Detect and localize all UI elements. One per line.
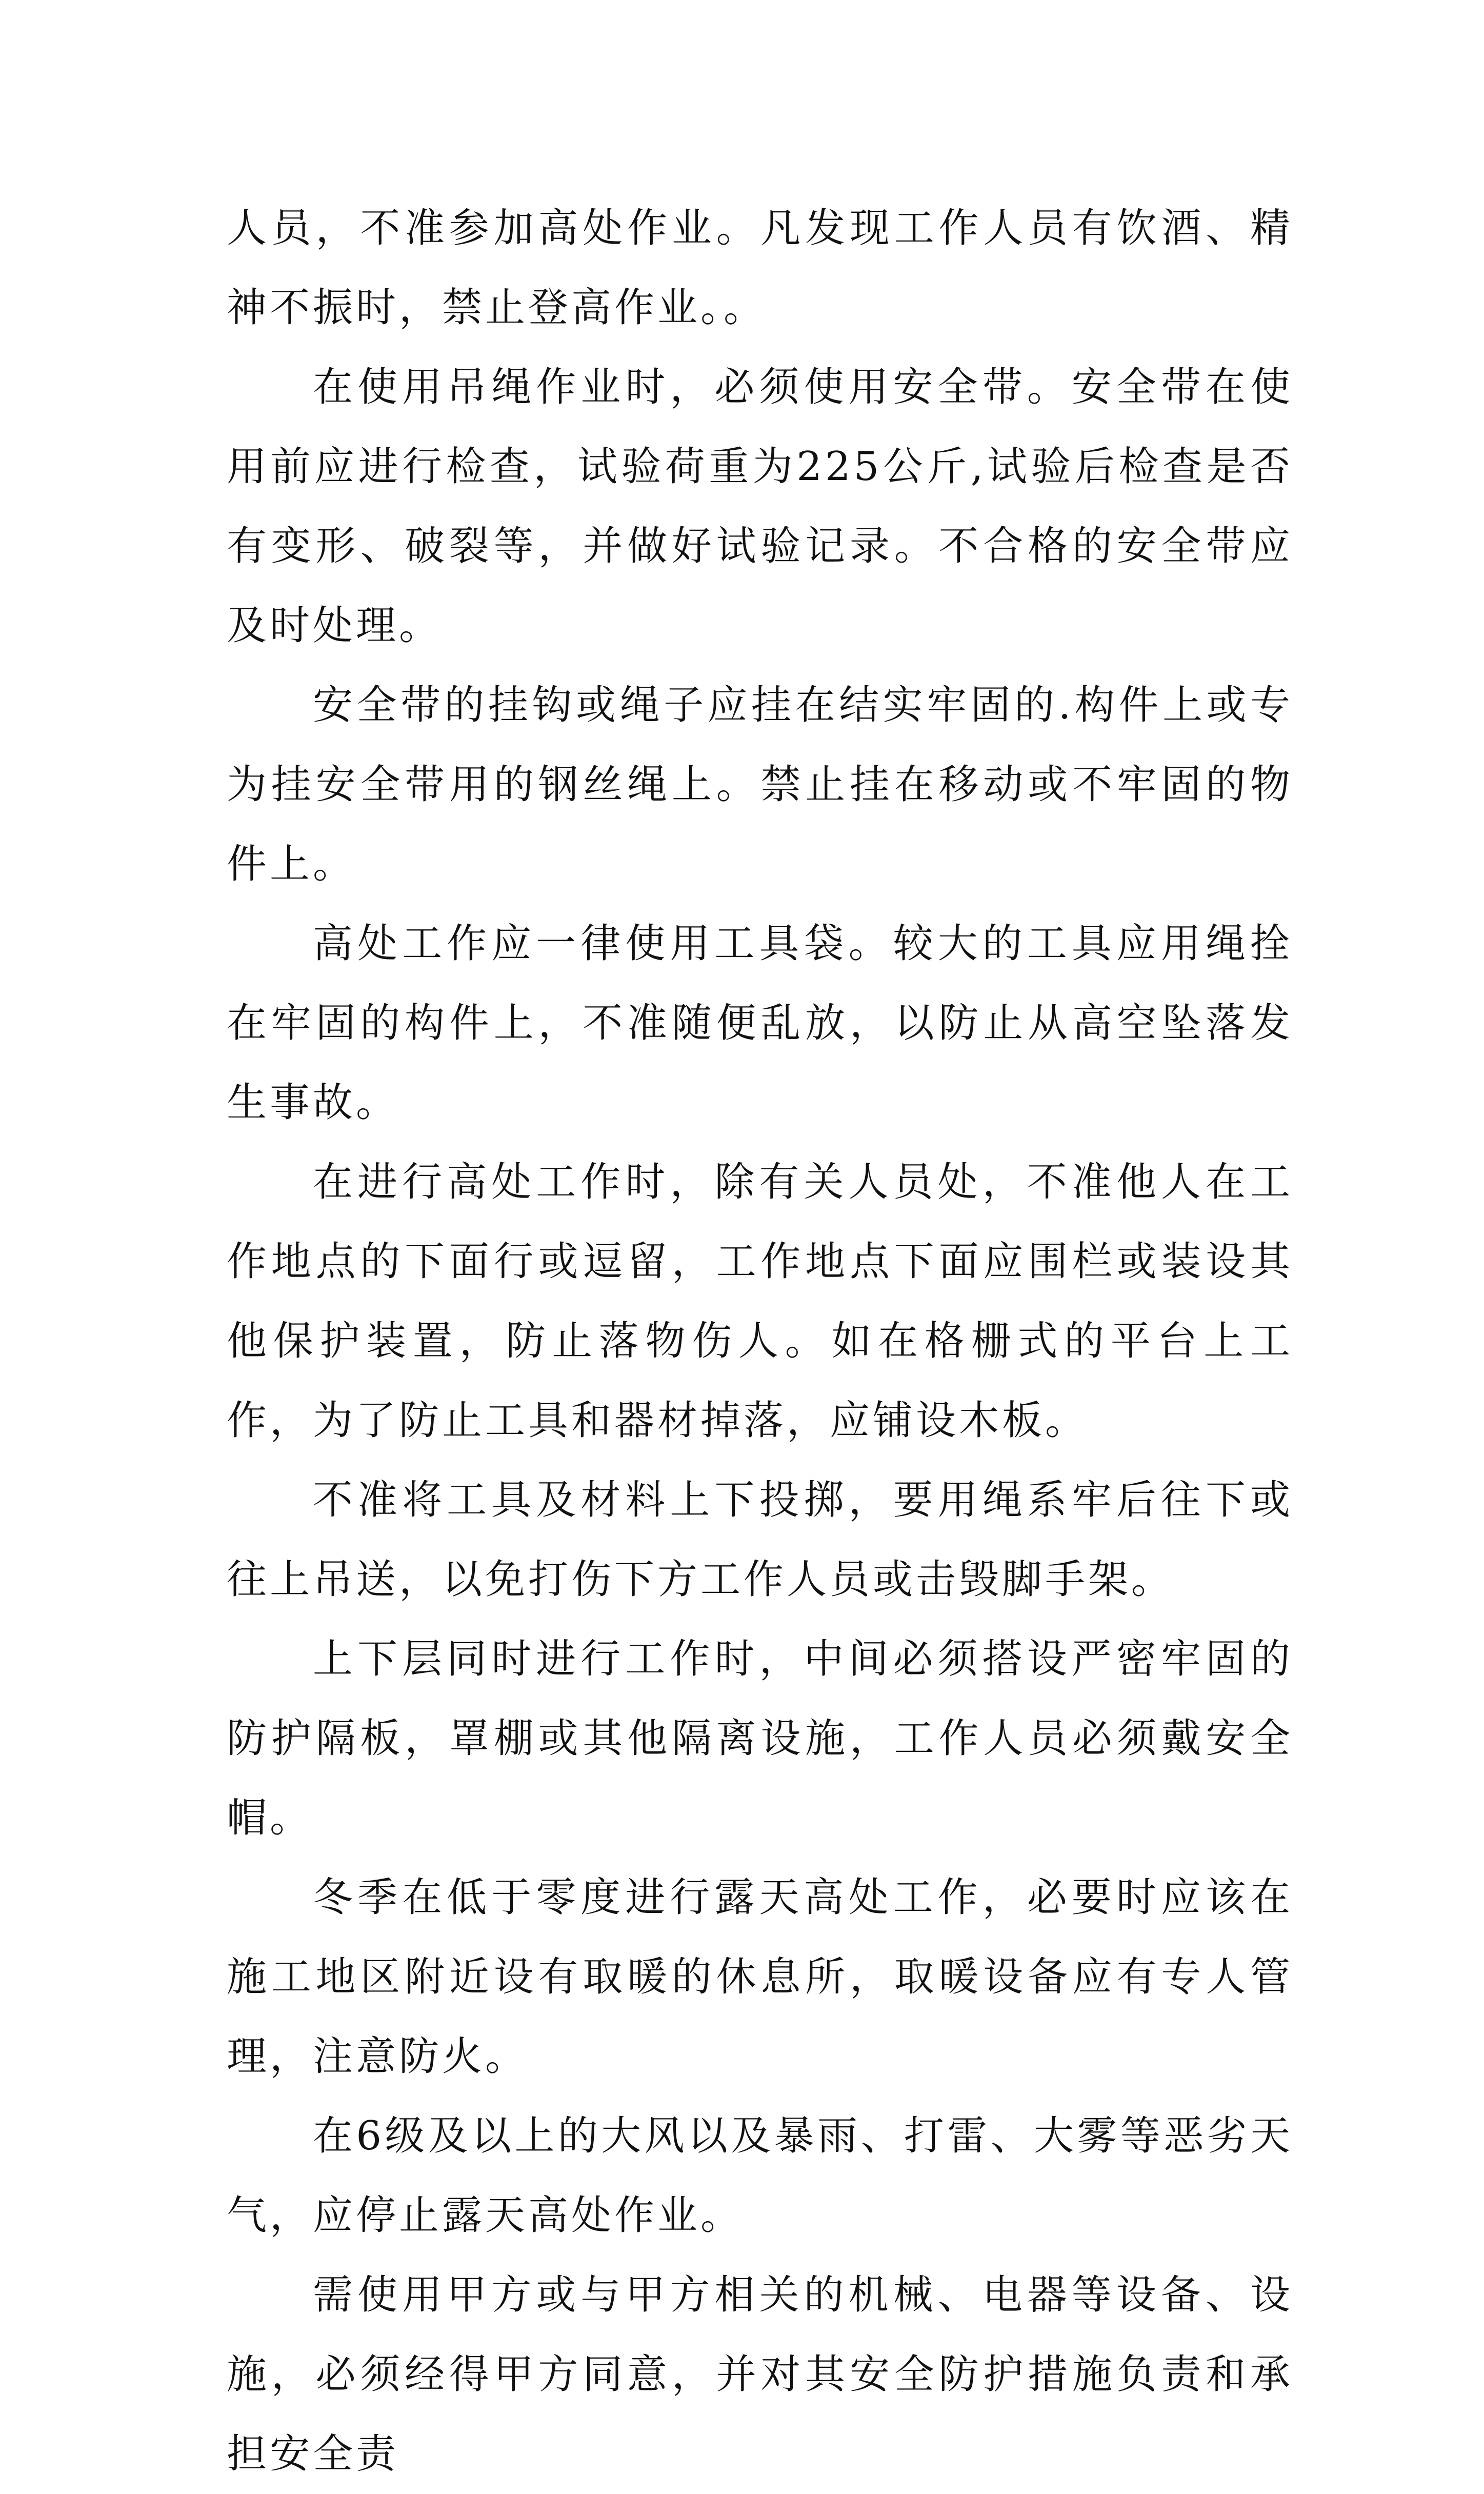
paragraph-3: 安全带的挂钩或绳子应挂在结实牢固的.构件上或专为挂安全带用的钢丝绳上。禁止挂在移动或不牢固的物件上。 bbox=[227, 682, 1293, 887]
paragraph-2: 在使用吊绳作业时，必须使用安全带。安全带在使用前应进行检查，试验荷重为225公斤,试验后检查是否有变形、破裂等，并做好试验记录。不合格的安全带应及时处理。 bbox=[227, 364, 1293, 649]
paragraph-7: 上下层同时进行工作时，中间必须搭设严密牢固的防护隔板，罩棚或其他隔离设施，工作人员必须戴安全帽。 bbox=[227, 1636, 1293, 1841]
document-body bbox=[227, 189, 1293, 2494]
paragraph-1: 人员，不准参加高处作业。凡发现工作人员有饮酒、精神不振时，禁止登高作业。。 bbox=[227, 205, 1293, 331]
paragraph-5: 在进行高处工作时，除有关人员处，不准他人在工作地点的下面行或逗留，工作地点下面应围栏或装设其他保护装置，防止落物伤人。如在格栅式的平台上工作，为了防止工具和器材掉落，应铺设木板。 bbox=[227, 1159, 1293, 1444]
paragraph-10: 需使用甲方或与甲方相关的机械、电器等设备、设施，必须经得甲方同意，并对其安全防护措施负责和承担安全责 bbox=[227, 2272, 1293, 2477]
paragraph-9: 在6级及以上的大风以及暴雨、打雷、大雾等恶劣天气，应停止露天高处作业。 bbox=[227, 2113, 1293, 2239]
paragraph-8: 冬季在低于零度进行露天高处工作，必要时应该在施工地区附近设有取暖的休息所，取暖设备应有专人管理，注意防火。 bbox=[227, 1874, 1293, 2080]
paragraph-6: 不准将工具及材料上下投掷，要用绳系牢后往下或往上吊送，以免打伤下方工作人员或击毁脚手架。 bbox=[227, 1477, 1293, 1603]
paragraph-4: 高处工作应一律使用工具袋。较大的工具应用绳拴在牢固的构件上，不准随便乱放，以防止从高空坠落发生事故。 bbox=[227, 921, 1293, 1126]
